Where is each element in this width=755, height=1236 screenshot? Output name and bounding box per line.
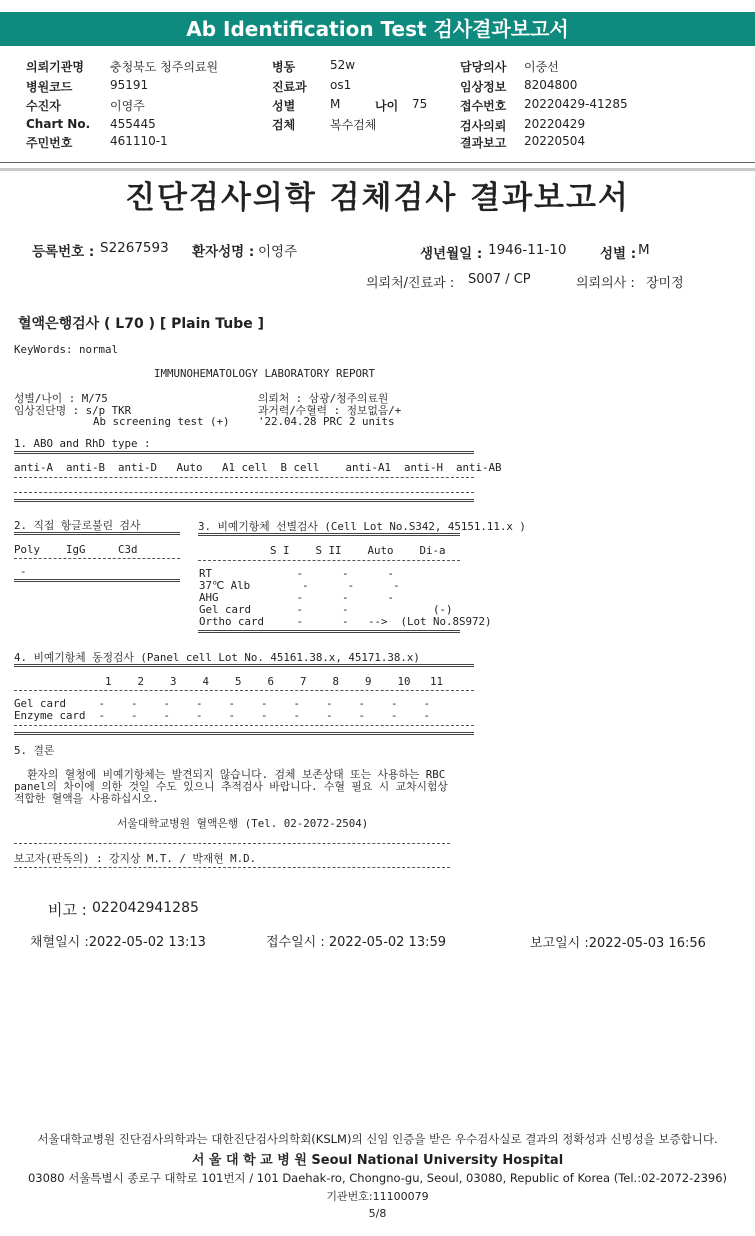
reg-value: S2267593 bbox=[100, 240, 169, 256]
dob-label: 생년월일 : bbox=[420, 246, 483, 262]
referral-line: 의뢰처 : 삼광/청주의료원 bbox=[258, 392, 389, 405]
transfusion-line: '22.04.28 PRC 2 units bbox=[258, 415, 395, 428]
footer-address: 03080 서울특별시 종로구 대학로 101번지 / 101 Daehak-ro, Chongno-gu, Seoul, 03080, Republic of Korea (Tel.:02-2072-2396) bbox=[27, 1171, 728, 1185]
label-sex: 성별 bbox=[272, 99, 296, 113]
doctor-value: 장미정 bbox=[646, 276, 684, 291]
dob-value: 1946-11-10 bbox=[488, 242, 567, 258]
screen-header: S I S II Auto Di-a bbox=[270, 544, 446, 557]
value-clinical-info: 8204800 bbox=[524, 78, 578, 92]
reporter-rule-top bbox=[14, 843, 450, 844]
label-report-date: 결과보고 bbox=[460, 136, 507, 150]
label-ward: 병동 bbox=[272, 60, 296, 74]
conclusion-line-1: 환자의 혈청에 비예기항체는 발견되지 않습니다. 검체 보존상태 또는 사용하는 RBC bbox=[14, 768, 446, 781]
doctor-label: 의뢰의사 : bbox=[576, 276, 635, 291]
hospital-name-ko: 서 울 대 학 교 병 원 bbox=[191, 1153, 307, 1168]
dat-title: 2. 직접 항글로불린 검사 bbox=[14, 519, 141, 532]
value-resident-no: 461110-1 bbox=[110, 134, 168, 148]
label-hospital: 의뢰기관명 bbox=[26, 60, 84, 74]
header-divider-shadow bbox=[0, 168, 755, 171]
reg-label: 등록번호 : bbox=[32, 244, 95, 260]
name-value: 이영주 bbox=[258, 244, 298, 260]
keywords: KeyWords: normal bbox=[14, 343, 119, 356]
label-attending: 담당의사 bbox=[460, 60, 507, 74]
conclusion-line-3: 적합한 혈액을 사용하십시오. bbox=[14, 792, 159, 805]
panel-header: 1 2 3 4 5 6 7 8 9 10 11 bbox=[14, 675, 444, 688]
value-dept: os1 bbox=[330, 78, 352, 92]
abo-rule-low bbox=[14, 492, 474, 493]
hospital-name-en: Seoul National University Hospital bbox=[311, 1153, 564, 1168]
abo-title: 1. ABO and RhD type : bbox=[14, 437, 151, 450]
page-number: 5/8 bbox=[368, 1207, 387, 1220]
screen-row-gel: Gel card - - (-) bbox=[199, 603, 453, 616]
abo-rule-mid bbox=[14, 477, 474, 478]
dept-value: S007 / CP bbox=[468, 272, 531, 287]
screen-rule-bottom bbox=[198, 630, 460, 633]
screen-row-ortho: Ortho card - - --> (Lot No.8S972) bbox=[199, 615, 492, 628]
value-patient: 이영주 bbox=[110, 99, 145, 113]
value-ward: 52w bbox=[330, 58, 356, 72]
label-patient: 수진자 bbox=[26, 99, 61, 113]
blood-bank: 서울대학교병원 혈액은행 (Tel. 02-2072-2504) bbox=[117, 817, 369, 830]
screening-line: Ab screening test (+) bbox=[93, 415, 230, 428]
value-specimen: 복수검체 bbox=[330, 118, 377, 132]
screen-title: 3. 비예기항체 선별검사 (Cell Lot No.S342, 45151.11.x ) bbox=[198, 520, 526, 533]
collect-time: 채혈일시 :2022-05-02 13:13 bbox=[30, 935, 206, 950]
panel-row-gel: Gel card - - - - - - - - - - - bbox=[14, 697, 431, 710]
history-line: 과거력/수혈력 : 정보없음/+ bbox=[258, 404, 402, 417]
remarks-value: 022042941285 bbox=[92, 900, 199, 916]
sex-label: 성별 : bbox=[600, 246, 637, 262]
abo-rule-bottom bbox=[14, 499, 474, 502]
value-report-date: 20220504 bbox=[524, 134, 586, 148]
screen-row-ahg: AHG - - - bbox=[199, 591, 395, 604]
footer-certification: 서울대학교병원 진단검사의학과는 대한진단검사의학회(KSLM)의 신임 인증을 받은 우수검사실로 결과의 정확성과 신빙성을 보증합니다. bbox=[37, 1132, 718, 1146]
dat-rule-top bbox=[14, 532, 180, 535]
reporter-rule-bottom bbox=[14, 867, 450, 868]
header-divider bbox=[0, 162, 755, 163]
panel-rule-low bbox=[14, 725, 474, 726]
receive-time: 접수일시 : 2022-05-02 13:59 bbox=[266, 935, 447, 950]
label-specimen: 검체 bbox=[272, 118, 296, 132]
abo-rule-top bbox=[14, 451, 474, 454]
test-title: 혈액은행검사 ( L70 ) [ Plain Tube ] bbox=[18, 316, 265, 332]
dept-label: 의뢰처/진료과 : bbox=[366, 276, 455, 291]
value-hospital: 충청북도 청주의료원 bbox=[110, 60, 219, 74]
report-time: 보고일시 :2022-05-03 16:56 bbox=[530, 936, 706, 951]
label-hospital-code: 병원코드 bbox=[26, 80, 73, 94]
footer-hospital bbox=[0, 1149, 755, 1168]
report-title: 진단검사의학 검체검사 결과보고서 bbox=[125, 180, 630, 216]
value-receipt-no: 20220429-41285 bbox=[524, 97, 628, 111]
label-age: 나이 bbox=[375, 99, 399, 113]
report-banner: Ab Identification Test 검사결과보고서 bbox=[0, 12, 755, 46]
dat-value: - bbox=[20, 565, 27, 578]
remarks-label: 비고 : bbox=[48, 901, 87, 919]
screen-rule-mid bbox=[198, 560, 460, 561]
panel-rule-mid bbox=[14, 690, 474, 691]
abo-header: anti-A anti-B anti-D Auto A1 cell B cell anti-A1 anti-H anti-AB bbox=[14, 461, 502, 474]
footer-org-no: 기관번호:11100079 bbox=[326, 1190, 429, 1203]
lab-heading: IMMUNOHEMATOLOGY LABORATORY REPORT bbox=[154, 367, 376, 380]
value-attending: 이중선 bbox=[524, 60, 559, 74]
value-age: 75 bbox=[412, 97, 428, 111]
panel-rule-bottom bbox=[14, 732, 474, 735]
sex-age-line: 성별/나이 : M/75 bbox=[14, 392, 108, 405]
screen-rule-top bbox=[198, 533, 460, 536]
screen-row-rt: RT - - - bbox=[199, 567, 395, 580]
panel-row-enzyme: Enzyme card - - - - - - - - - - - bbox=[14, 709, 431, 722]
label-resident-no: 주민번호 bbox=[26, 136, 73, 150]
reporter: 보고자(판독의) : 강지상 M.T. / 박재현 M.D. bbox=[14, 852, 257, 865]
diagnosis-line: 임상진단명 : s/p TKR bbox=[14, 404, 132, 417]
name-label: 환자성명 : bbox=[192, 244, 255, 260]
dat-rule-bottom bbox=[14, 579, 180, 582]
value-hospital-code: 95191 bbox=[110, 78, 149, 92]
screen-row-37c: 37℃ Alb - - - bbox=[199, 579, 400, 592]
label-clinical-info: 임상정보 bbox=[460, 80, 507, 94]
panel-rule-top bbox=[14, 664, 474, 667]
label-receipt-no: 접수번호 bbox=[460, 99, 507, 113]
value-sex: M bbox=[330, 97, 341, 111]
label-chart-no: Chart No. bbox=[26, 117, 91, 131]
value-request-date: 20220429 bbox=[524, 117, 586, 131]
conclusion-line-2: panel의 차이에 의한 것일 수도 있으니 추적검사 바랍니다. 수혈 필요 시 교차시험상 bbox=[14, 780, 448, 793]
label-request-date: 검사의뢰 bbox=[460, 119, 507, 133]
conclusion-title: 5. 결론 bbox=[14, 744, 55, 757]
panel-title: 4. 비예기항체 동정검사 (Panel cell Lot No. 45161.38.x, 45171.38.x) bbox=[14, 651, 420, 664]
dat-rule-mid bbox=[14, 558, 180, 559]
sex-value: M bbox=[638, 242, 650, 258]
dat-header: Poly IgG C3d bbox=[14, 543, 138, 556]
label-dept: 진료과 bbox=[272, 80, 307, 94]
value-chart-no: 455445 bbox=[110, 117, 156, 131]
